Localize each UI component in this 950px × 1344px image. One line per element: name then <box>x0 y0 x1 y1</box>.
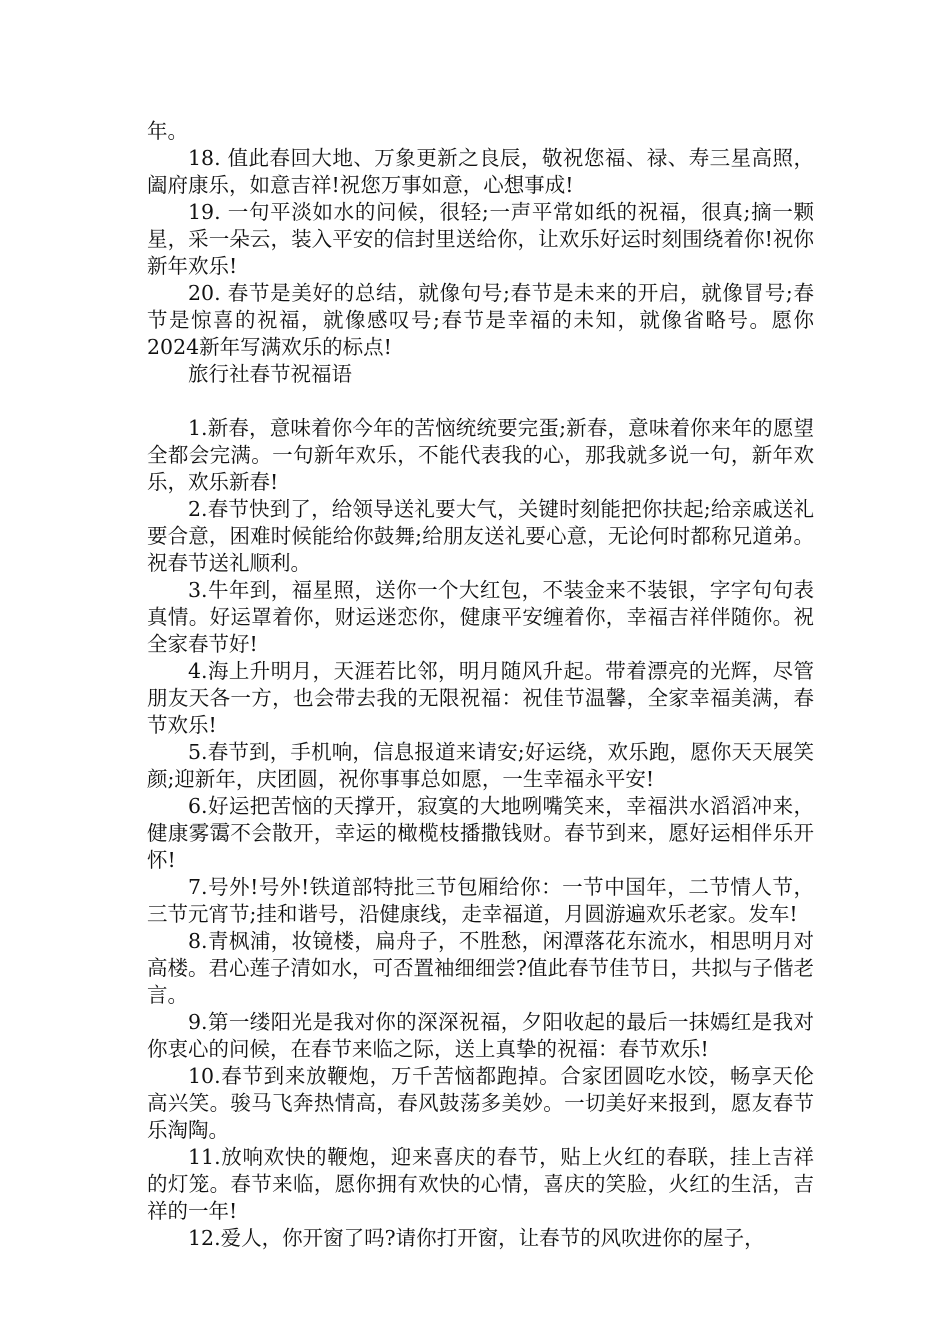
paragraph-continuation: 年。 <box>147 119 188 143</box>
paragraph-18: 18. 值此春回大地、万象更新之良辰，敬祝您福、禄、寿三星高照，阖府康乐，如意吉祥!祝您万事如意，心想事成! <box>147 146 814 197</box>
blank-line <box>147 388 814 415</box>
paragraph-10: 10.春节到来放鞭炮，万千苦恼都跑掉。合家团圆吃水饺，畅享天伦高兴笑。骏马飞奔热情高，春风鼓荡多美妙。一切美好来报到，愿友春节乐淘陶。 <box>147 1064 814 1142</box>
paragraph-4: 4.海上升明月，天涯若比邻，明月随风升起。带着漂亮的光辉，尽管朋友天各一方，也会带去我的无限祝福：祝佳节温馨，全家幸福美满，春节欢乐! <box>147 659 814 737</box>
paragraph-12: 12.爱人，你开窗了吗?请你打开窗，让春节的风吹进你的屋子， <box>188 1226 765 1250</box>
paragraph-5: 5.春节到，手机响，信息报道来请安;好运绕，欢乐跑，愿你天天展笑颜;迎新年，庆团圆，祝你事事总如愿，一生幸福永平安! <box>147 740 814 791</box>
paragraph-3: 3.牛年到，福星照，送你一个大红包，不装金来不装银，字字句句表真情。好运罩着你，财运迷恋你，健康平安缠着你，幸福吉祥伴随你。祝全家春节好! <box>147 578 814 656</box>
document-page <box>147 118 814 1252</box>
paragraph-11: 11.放响欢快的鞭炮，迎来喜庆的春节，贴上火红的春联，挂上吉祥的灯笼。春节来临，愿你拥有欢快的心情，喜庆的笑脸，火红的生活，吉祥的一年! <box>147 1145 814 1223</box>
paragraph-19: 19. 一句平淡如水的问候，很轻;一声平常如纸的祝福，很真;摘一颗星，采一朵云，装入平安的信封里送给你，让欢乐好运时刻围绕着你!祝你新年欢乐! <box>147 200 814 278</box>
paragraph-7: 7.号外!号外!铁道部特批三节包厢给你：一节中国年，二节情人节，三节元宵节;挂和谐号，沿健康线，走幸福道，月圆游遍欢乐老家。发车! <box>147 875 814 926</box>
paragraph-2: 2.春节快到了，给领导送礼要大气，关键时刻能把你扶起;给亲戚送礼要合意，困难时候能给你鼓舞;给朋友送礼要心意，无论何时都称兄道弟。祝春节送礼顺利。 <box>147 497 814 575</box>
paragraph-8: 8.青枫浦，妆镜楼，扁舟子，不胜愁，闲潭落花东流水，相思明月对高楼。君心莲子清如水，可否置袖细细尝?值此春节佳节日，共拟与子偕老言。 <box>147 929 814 1007</box>
paragraph-9: 9.第一缕阳光是我对你的深深祝福，夕阳收起的最后一抹嫣红是我对你衷心的问候，在春节来临之际，送上真挚的祝福：春节欢乐! <box>147 1010 814 1061</box>
section-heading: 旅行社春节祝福语 <box>188 362 352 386</box>
paragraph-1: 1.新春，意味着你今年的苦恼统统要完蛋;新春，意味着你来年的愿望全都会完满。一句新年欢乐，不能代表我的心，那我就多说一句，新年欢乐，欢乐新春! <box>147 416 814 494</box>
paragraph-20: 20. 春节是美好的总结，就像句号;春节是未来的开启，就像冒号;春节是惊喜的祝福，就像感叹号;春节是幸福的未知，就像省略号。愿你2024新年写满欢乐的标点! <box>147 281 814 359</box>
paragraph-6: 6.好运把苦恼的天撑开，寂寞的大地咧嘴笑来，幸福洪水滔滔冲来，健康雾霭不会散开，幸运的橄榄枝播撒钱财。春节到来，愿好运相伴乐开怀! <box>147 794 814 872</box>
